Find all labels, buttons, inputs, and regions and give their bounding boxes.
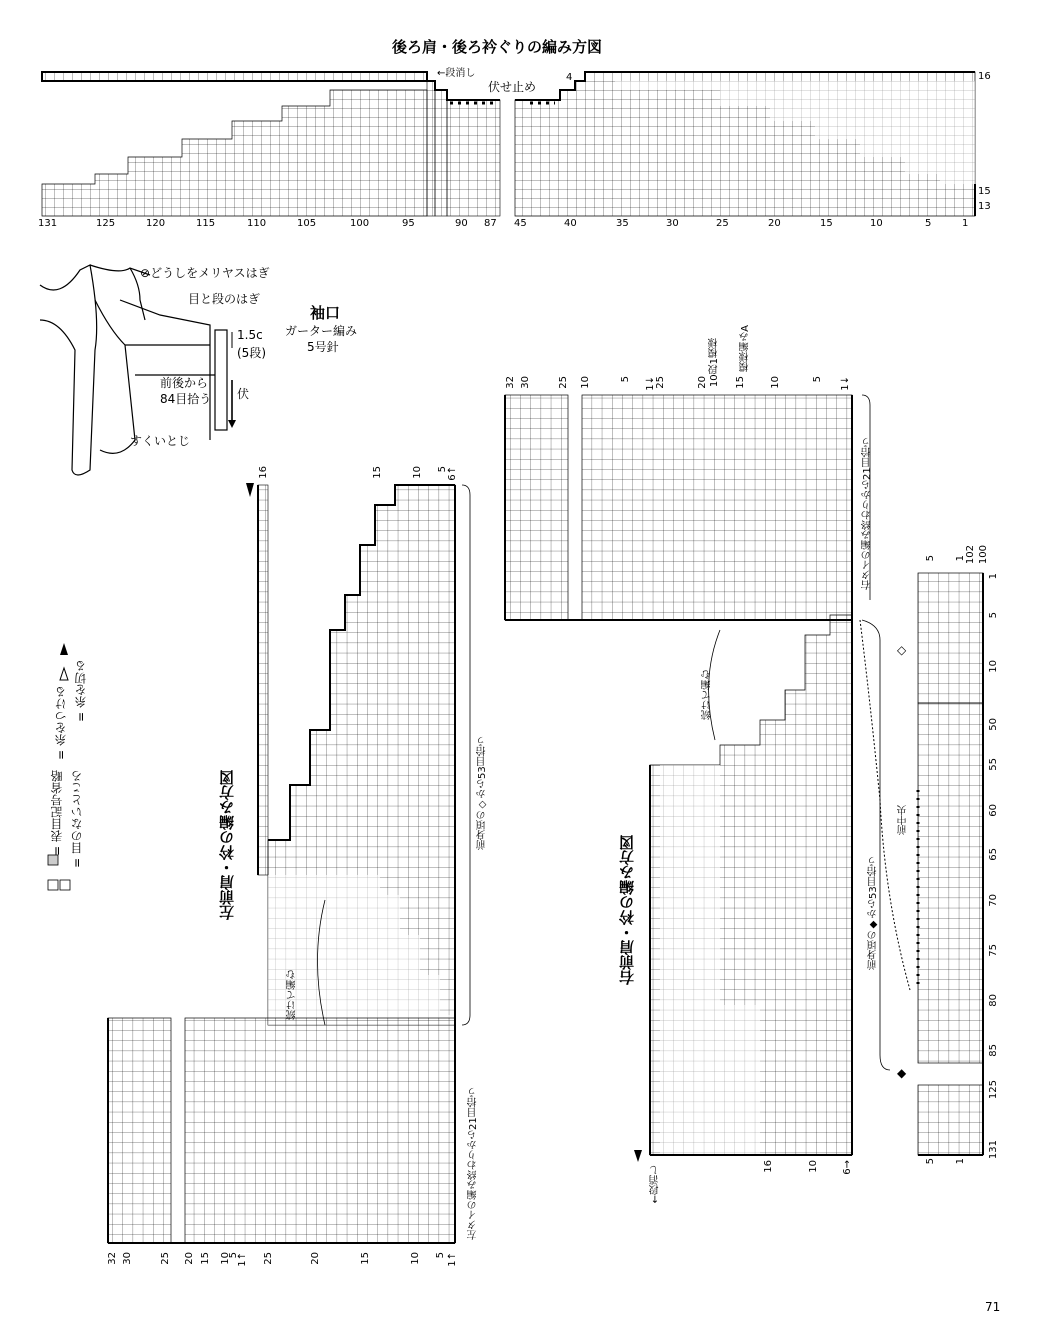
left-row-label: 16 (258, 466, 269, 479)
right-col-label: 5 (812, 376, 823, 383)
left-col-label: 1↑ (447, 1252, 458, 1267)
left-col-label: 30 (122, 1252, 133, 1265)
back-col: 90 (455, 218, 468, 229)
side-row-label: 1 (988, 573, 999, 580)
right-col-label: 20 (697, 376, 708, 389)
back-chart-title: 後ろ肩・後ろ衿ぐりの編み方図 (392, 38, 603, 56)
legend-attach: = 糸をつける (54, 686, 68, 760)
right-col-label: 10 (770, 376, 781, 389)
back-col: 115 (196, 218, 216, 229)
right-tsuzukete: 続けて編む (702, 670, 713, 720)
side-row-label: 125 (988, 1080, 999, 1100)
left-col-label: 25 (263, 1252, 274, 1265)
back-col: 131 (38, 218, 58, 229)
side-row-label: 131 (988, 1140, 999, 1160)
left-col-label: 20 (310, 1252, 321, 1265)
hagi2-label: 目と段のはぎ (188, 292, 261, 306)
back-col: 40 (564, 218, 577, 229)
back-col: 125 (96, 218, 116, 229)
left-row-label: 6↑ (447, 466, 458, 481)
legend-nostitch-box (48, 855, 58, 865)
right-maenaka: 前中央 (898, 805, 909, 835)
left-col-label: 5 (435, 1252, 446, 1259)
back-row-16: 16 (978, 71, 991, 82)
hagi1-label: ⊘どうしをメリヤスはぎ (140, 266, 270, 280)
right-col-label: 15 (735, 376, 746, 389)
back-col: 1 (962, 218, 969, 229)
side-row-label: 55 (988, 758, 999, 771)
right-col-label: 10 (580, 376, 591, 389)
right-col-label: 1↓ (645, 376, 656, 391)
left-tie: 左タイの編み終わりから21目拾う (468, 1087, 479, 1240)
back-col: 110 (247, 218, 267, 229)
side-row-label: 85 (988, 1044, 999, 1057)
side-row-label: 60 (988, 804, 999, 817)
right-dankeshi: ←段消し (650, 1165, 661, 1204)
back-col: 87 (484, 218, 497, 229)
cuff-rows: (5段) (237, 346, 266, 360)
back-col: 30 (666, 218, 679, 229)
side-row-label: 10 (988, 660, 999, 673)
left-row-label: 10 (412, 466, 423, 479)
right-col-label: 25 (655, 376, 666, 389)
left-col-label: 32 (107, 1252, 118, 1265)
pickup2-label: 84目拾う (160, 392, 212, 406)
side-row-label: 65 (988, 848, 999, 861)
back-col: 95 (402, 218, 415, 229)
back-col: 20 (768, 218, 781, 229)
cuff-stitch: ガーター編み (285, 324, 358, 338)
back-col: 10 (870, 218, 883, 229)
left-col-label: 15 (200, 1252, 211, 1265)
right-col-label: 32 (505, 376, 516, 389)
cuff-needle: 5号針 (307, 340, 339, 354)
right-bottom-label: 16 (763, 1160, 774, 1173)
left-col-label: 15 (360, 1252, 371, 1265)
right-col-label: 5 (620, 376, 631, 383)
right-maemigoro: 前身頃の◆から53目拾う (868, 856, 879, 970)
right-front-chart (505, 395, 983, 1165)
side-bottom-label: 1 (955, 1158, 966, 1165)
right-tie: 右タイの編み終わりから21目拾う (862, 437, 873, 590)
left-row-label: 5 (437, 466, 448, 473)
back-col: 5 (925, 218, 932, 229)
back-row-15: 15 (978, 186, 991, 197)
page-number: 71 (985, 1300, 1001, 1314)
left-tsuzukete: 続けて編む (287, 970, 298, 1020)
right-col-label: 1↓ (840, 376, 851, 391)
back-dankeshi-label: ←段消し (437, 68, 476, 79)
back-fuseyame-label: 伏せ止め (488, 80, 537, 94)
bindoff-label: 伏 (237, 387, 250, 401)
left-col-label: 1↑ (237, 1252, 248, 1267)
hollow-diamond-icon: ◇ (897, 643, 907, 657)
side-top-label: 102 (965, 545, 976, 565)
left-col-label: 5 (228, 1252, 239, 1259)
pickup1-label: 前後から (160, 376, 209, 390)
right-col-label: 25 (558, 376, 569, 389)
back-col: 25 (716, 218, 729, 229)
right-patternA: 模様編みA (740, 325, 751, 372)
legend-attach-icon (60, 668, 68, 680)
back-col: 45 (514, 218, 527, 229)
side-row-label: 70 (988, 894, 999, 907)
left-maemigoro: 前身頃の◇から53目拾う (477, 736, 488, 850)
left-col-label: 10 (220, 1252, 231, 1265)
back-col: 120 (146, 218, 166, 229)
side-row-label: 5 (988, 612, 999, 619)
right-bottom-label: 10 (808, 1160, 819, 1173)
legend-omit: = 表目記号省略 (50, 770, 64, 856)
left-col-label: 25 (160, 1252, 171, 1265)
back-four-label: 4 (566, 72, 573, 83)
legend-cut-icon (60, 643, 68, 655)
side-top-label: 1 (955, 555, 966, 562)
right-bottom-label: 6→ (842, 1160, 853, 1175)
right-pattern: 10段1模様 (709, 338, 720, 388)
legend-nostitch: = 目のないところ (70, 770, 84, 868)
side-row-label: 50 (988, 718, 999, 731)
back-col: 15 (820, 218, 833, 229)
legend-omit-box (48, 880, 58, 890)
side-row-label: 75 (988, 944, 999, 957)
back-row-13: 13 (978, 201, 991, 212)
cuff-title: 袖口 (310, 304, 341, 322)
left-front-chart (108, 483, 455, 1243)
left-chart-title: 左前肩・衿の編み方図 (218, 770, 236, 920)
side-top-label: 5 (925, 555, 936, 562)
right-col-label: 30 (520, 376, 531, 389)
solid-diamond-icon: ◆ (897, 1066, 907, 1080)
back-col: 105 (297, 218, 317, 229)
left-col-label: 20 (184, 1252, 195, 1265)
legend-cut: = 糸を切る (74, 660, 88, 722)
left-row-label: 15 (372, 466, 383, 479)
right-chart-title: 右前肩・衿の編み方図 (618, 835, 636, 985)
side-top-label: 100 (978, 545, 989, 565)
cuff-size: 1.5c (237, 328, 263, 342)
left-col-label: 10 (410, 1252, 421, 1265)
back-col: 100 (350, 218, 370, 229)
side-row-label: 80 (988, 994, 999, 1007)
sukui-label: すくいとじ (130, 434, 191, 448)
back-col: 35 (616, 218, 629, 229)
side-bottom-label: 5 (925, 1158, 936, 1165)
